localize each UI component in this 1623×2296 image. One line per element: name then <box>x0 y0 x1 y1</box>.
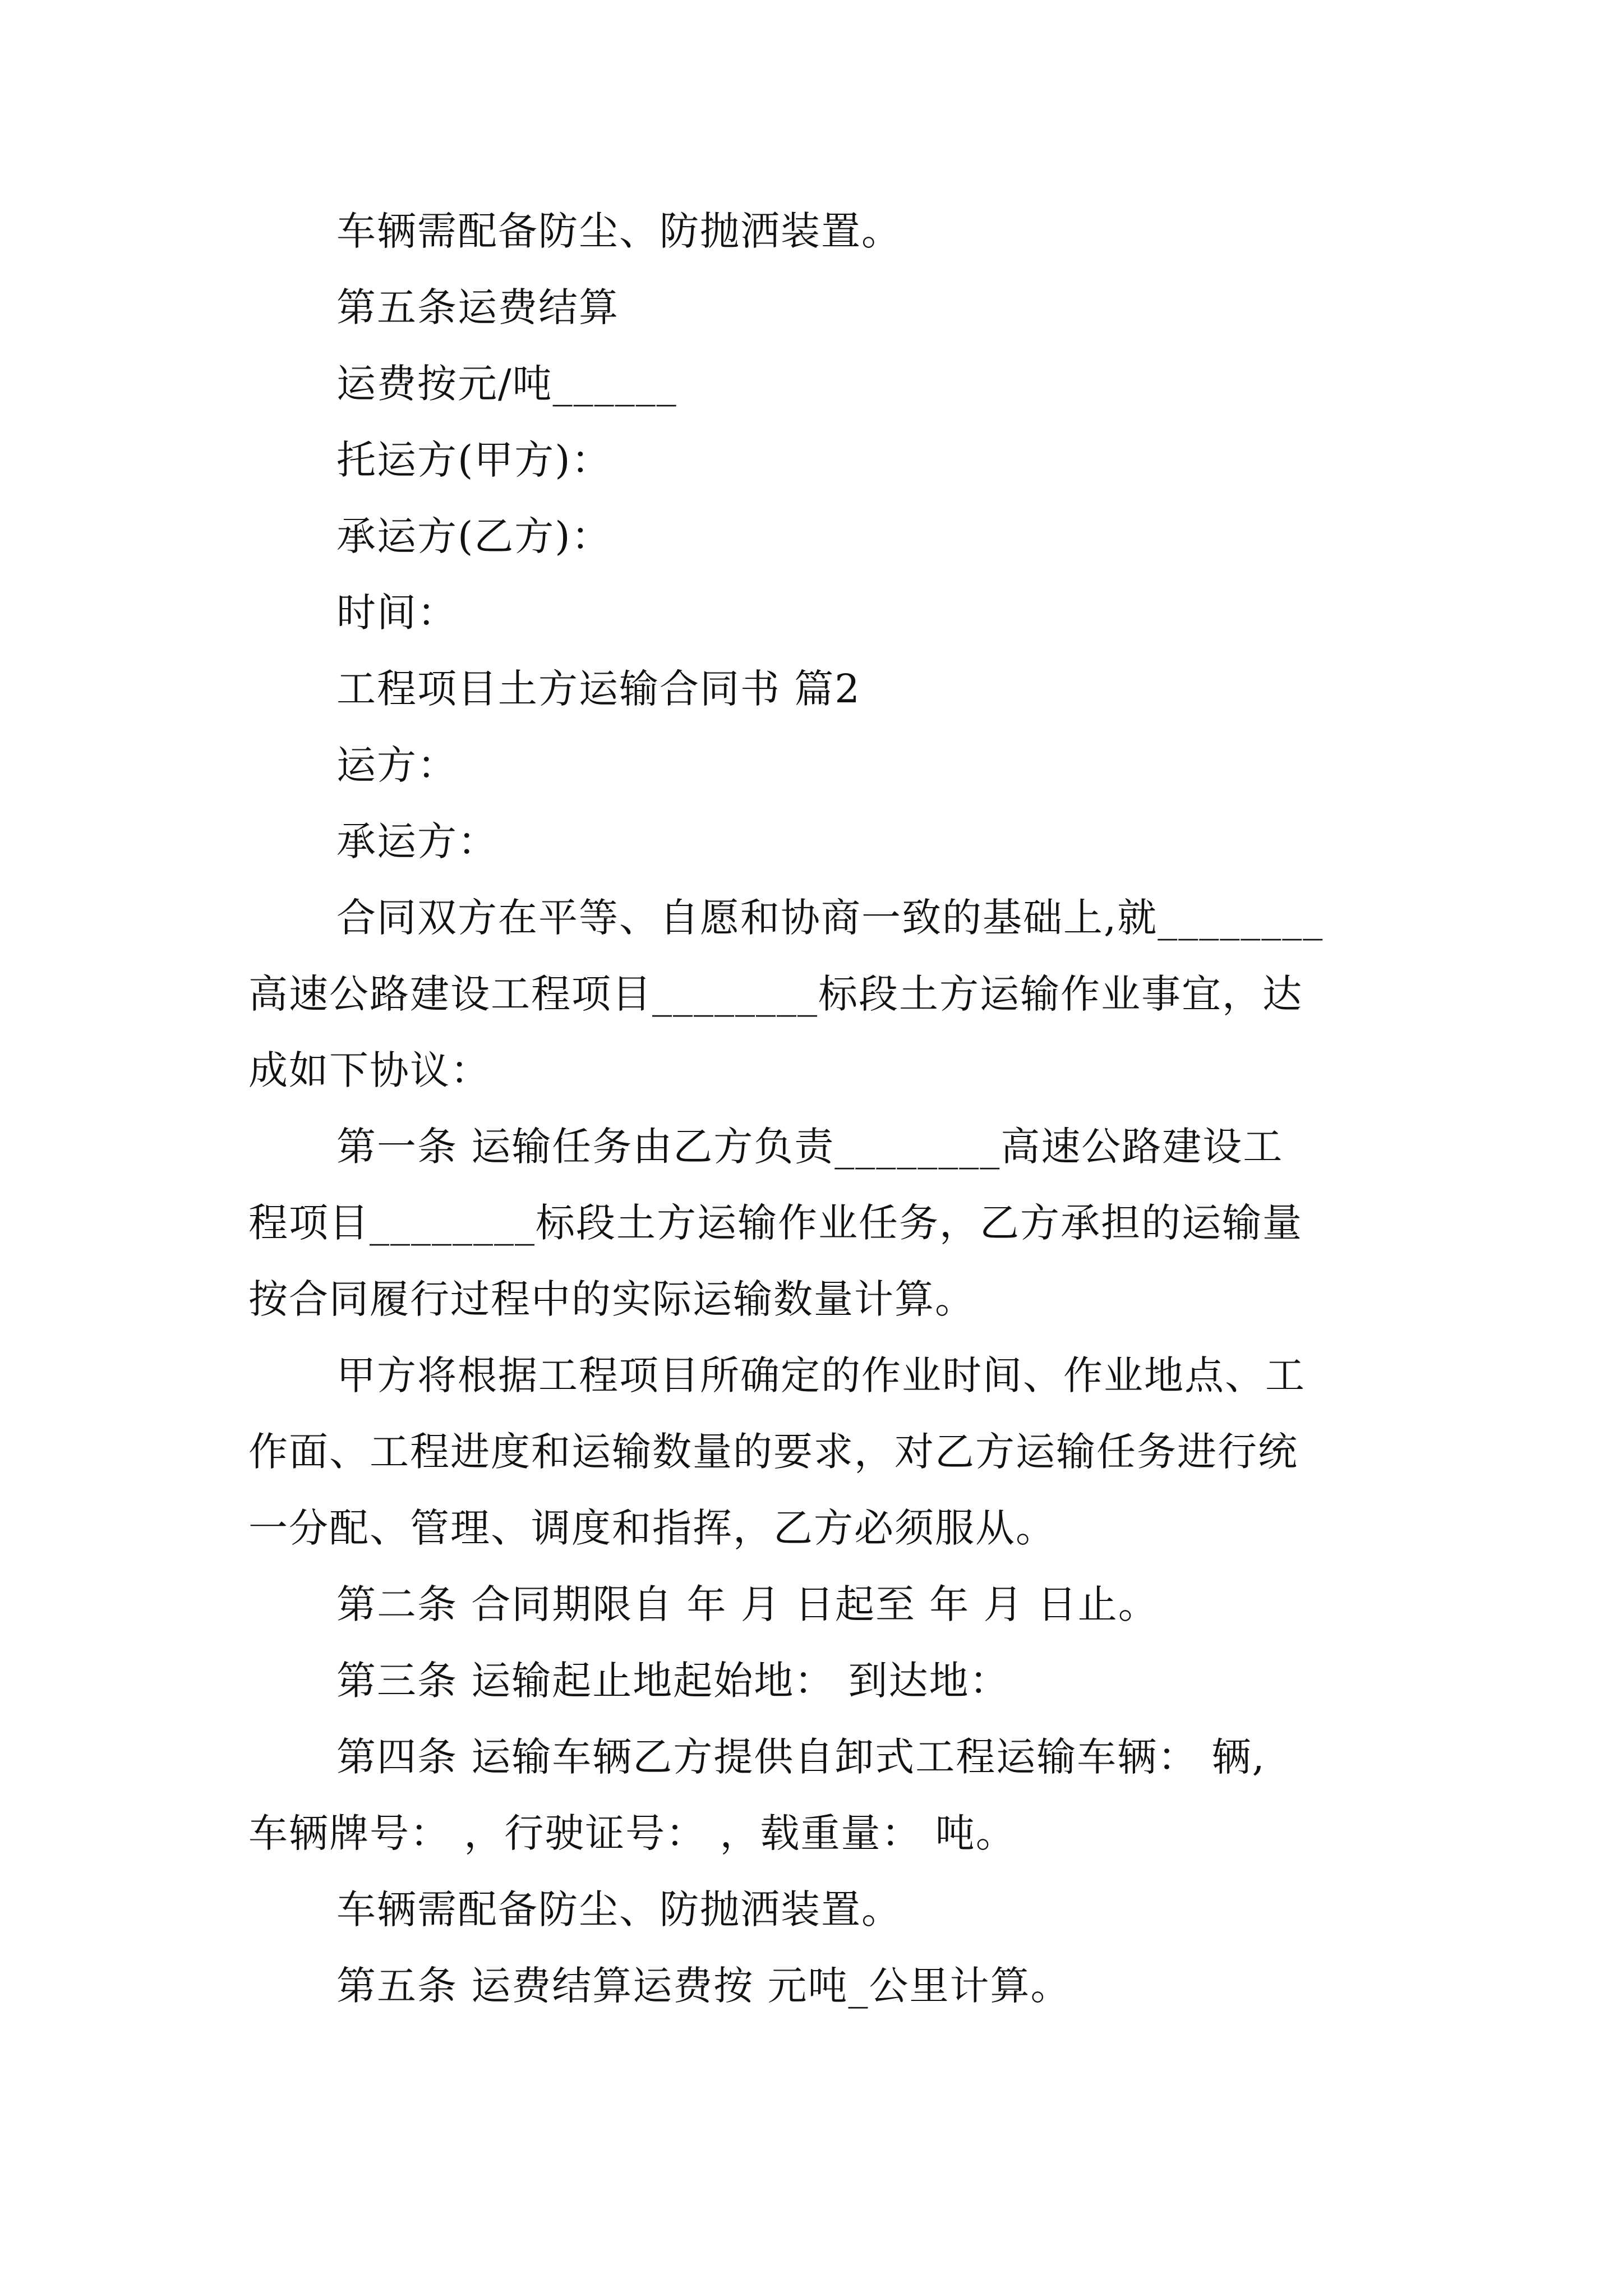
paragraph-line: 第三条 运输起止地起始地： 到达地： <box>336 1658 1010 1704</box>
document-title: 工程项目土方运输合同书 篇2 <box>336 666 861 712</box>
paragraph-line: 第五条 运费结算运费按 元吨_公里计算。 <box>336 1963 1071 2009</box>
signature-label: 托运方(甲方)： <box>336 437 612 483</box>
paragraph-line: 第四条 运输车辆乙方提供自卸式工程运输车辆： 辆, <box>336 1734 1266 1780</box>
paragraph-line: 作面、工程进度和运输数量的要求，对乙方运输任务进行统 <box>248 1429 1298 1475</box>
paragraph-line: 第一条 运输任务由乙方负责________高速公路建设工 <box>336 1124 1284 1170</box>
paragraph-line: 车辆需配备防尘、防抛洒装置。 <box>336 1887 902 1932</box>
paragraph-line: 程项目________标段土方运输作业任务，乙方承担的运输量 <box>248 1200 1303 1246</box>
paragraph-line: 一分配、管理、调度和指挥，乙方必须服从。 <box>248 1505 1056 1551</box>
section-heading: 第五条运费结算 <box>336 284 619 330</box>
party-label: 运方： <box>336 742 458 788</box>
paragraph-line: 甲方将根据工程项目所确定的作业时间、作业地点、工 <box>336 1352 1306 1398</box>
party-label: 承运方： <box>336 818 498 864</box>
paragraph-line: 运费按元/吨______ <box>336 361 677 407</box>
signature-label: 承运方(乙方)： <box>336 513 612 559</box>
signature-label: 时间： <box>336 590 458 636</box>
paragraph-line: 合同双方在平等、自愿和协商一致的基础上,就________ <box>336 895 1324 941</box>
paragraph-line: 第二条 合同期限自 年 月 日起至 年 月 日止。 <box>336 1581 1159 1627</box>
paragraph-line: 高速公路建设工程项目________标段土方运输作业事宜，达 <box>248 971 1303 1017</box>
paragraph-line: 按合同履行过程中的实际运输数量计算。 <box>248 1276 975 1322</box>
paragraph-line: 车辆牌号： ，行驶证号： ，载重量： 吨。 <box>248 1810 1016 1856</box>
paragraph-line: 成如下协议： <box>248 1047 491 1093</box>
paragraph-line: 车辆需配备防尘、防抛洒装置。 <box>336 208 902 254</box>
